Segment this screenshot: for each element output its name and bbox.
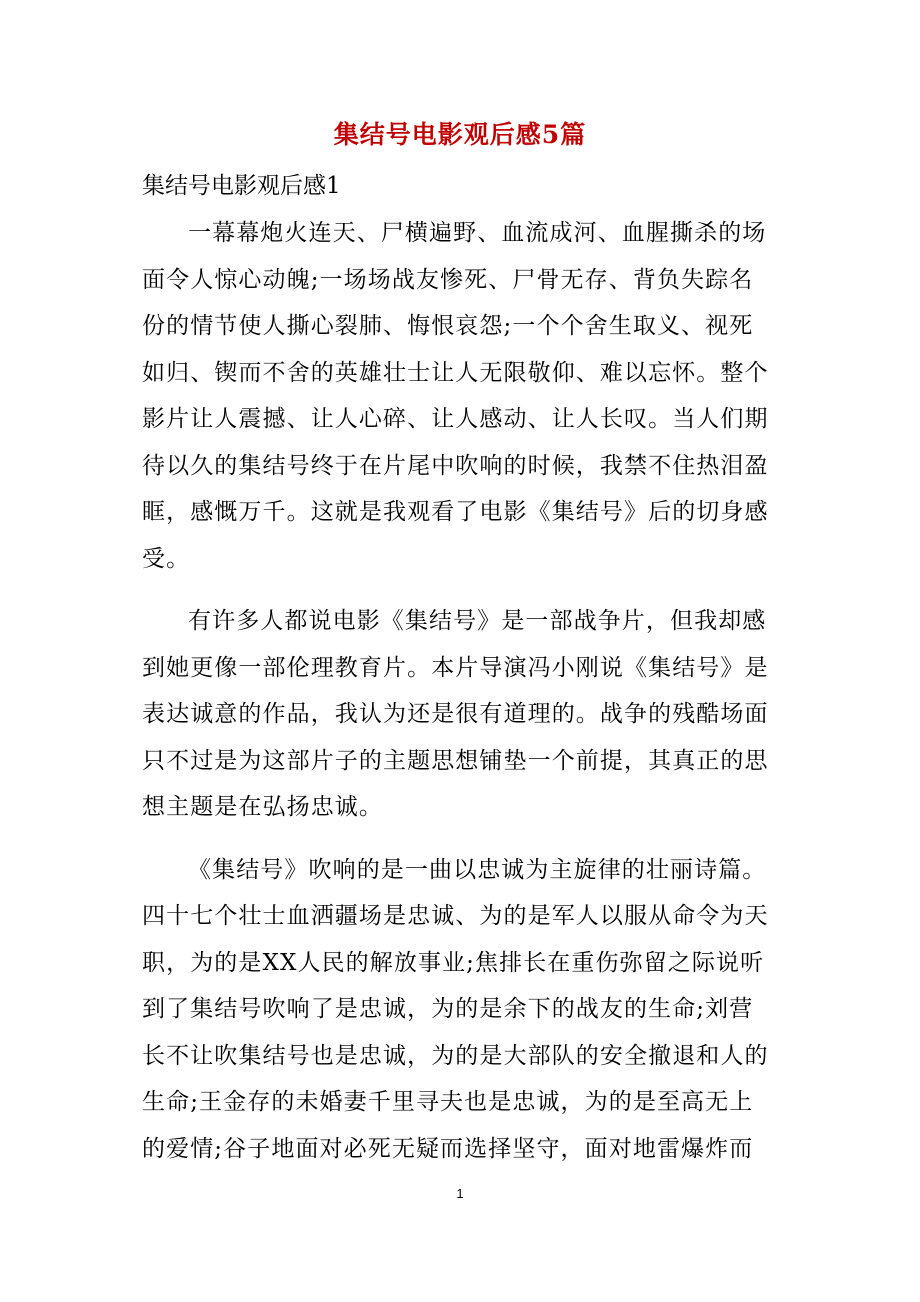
text-line: 四十七个壮士血洒疆场是忠诚、为的是军人以服从命令为天: [142, 903, 769, 929]
text-line: 到她更像一部伦理教育片。本片导演冯小刚说《集结号》是: [142, 654, 769, 681]
text-line: 想主题是在弘扬忠诚。: [142, 794, 383, 820]
paragraph-2: [142, 603, 782, 836]
body-text: [142, 215, 782, 1193]
text-line: 受。: [142, 545, 191, 572]
text-line: 如归、锲而不舍的英雄壮士让人无限敬仰、难以忘怀。整个: [142, 359, 769, 386]
text-line: 长不让吹集结号也是忠诚，为的是大部队的安全撤退和人的: [142, 1042, 769, 1069]
text-line: 《集结号》吹响的是一曲以忠诚为主旋律的壮丽诗篇。: [188, 856, 767, 883]
page-number: 1: [456, 1186, 464, 1201]
text-line: 有许多人都说电影《集结号》是一部战争片，但我却感: [188, 608, 767, 634]
document-title: 集结号电影观后感5篇: [333, 120, 587, 149]
paragraph-3: [142, 852, 782, 1178]
text-line: 一幕幕炮火连天、尸横遍野、血流成河、血腥撕杀的场: [188, 220, 767, 246]
text-line: 面令人惊心动魄;一场场战友惨死、尸骨无存、背负失踪名: [142, 266, 754, 293]
text-line: 份的情节使人撕心裂肺、悔恨哀怨;一个个舍生取义、视死: [142, 313, 754, 339]
text-line: 只不过是为这部片子的主题思想铺垫一个前提，其真正的思: [142, 747, 769, 774]
text-line: 职，为的是XX人民的解放事业;焦排长在重伤弥留之际说听: [142, 949, 765, 976]
text-line: 表达诚意的作品，我认为还是很有道理的。战争的残酷场面: [142, 701, 769, 727]
text-line: 生命;王金存的未婚妻千里寻夫也是忠诚，为的是至高无上: [142, 1089, 754, 1115]
text-line: 眶，感慨万千。这就是我观看了电影《集结号》后的切身感: [142, 499, 769, 525]
paragraph-1: [142, 215, 782, 587]
text-line: 的爱情;谷子地面对必死无疑而选择坚守，面对地雷爆炸而: [142, 1135, 754, 1162]
text-line: 待以久的集结号终于在片尾中吹响的时候，我禁不住热泪盈: [142, 452, 769, 479]
text-line: 到了集结号吹响了是忠诚，为的是余下的战友的生命;刘营: [142, 996, 754, 1022]
text-line: 影片让人震撼、让人心碎、让人感动、让人长叹。当人们期: [142, 406, 769, 432]
section-heading: 集结号电影观后感1: [142, 173, 341, 199]
